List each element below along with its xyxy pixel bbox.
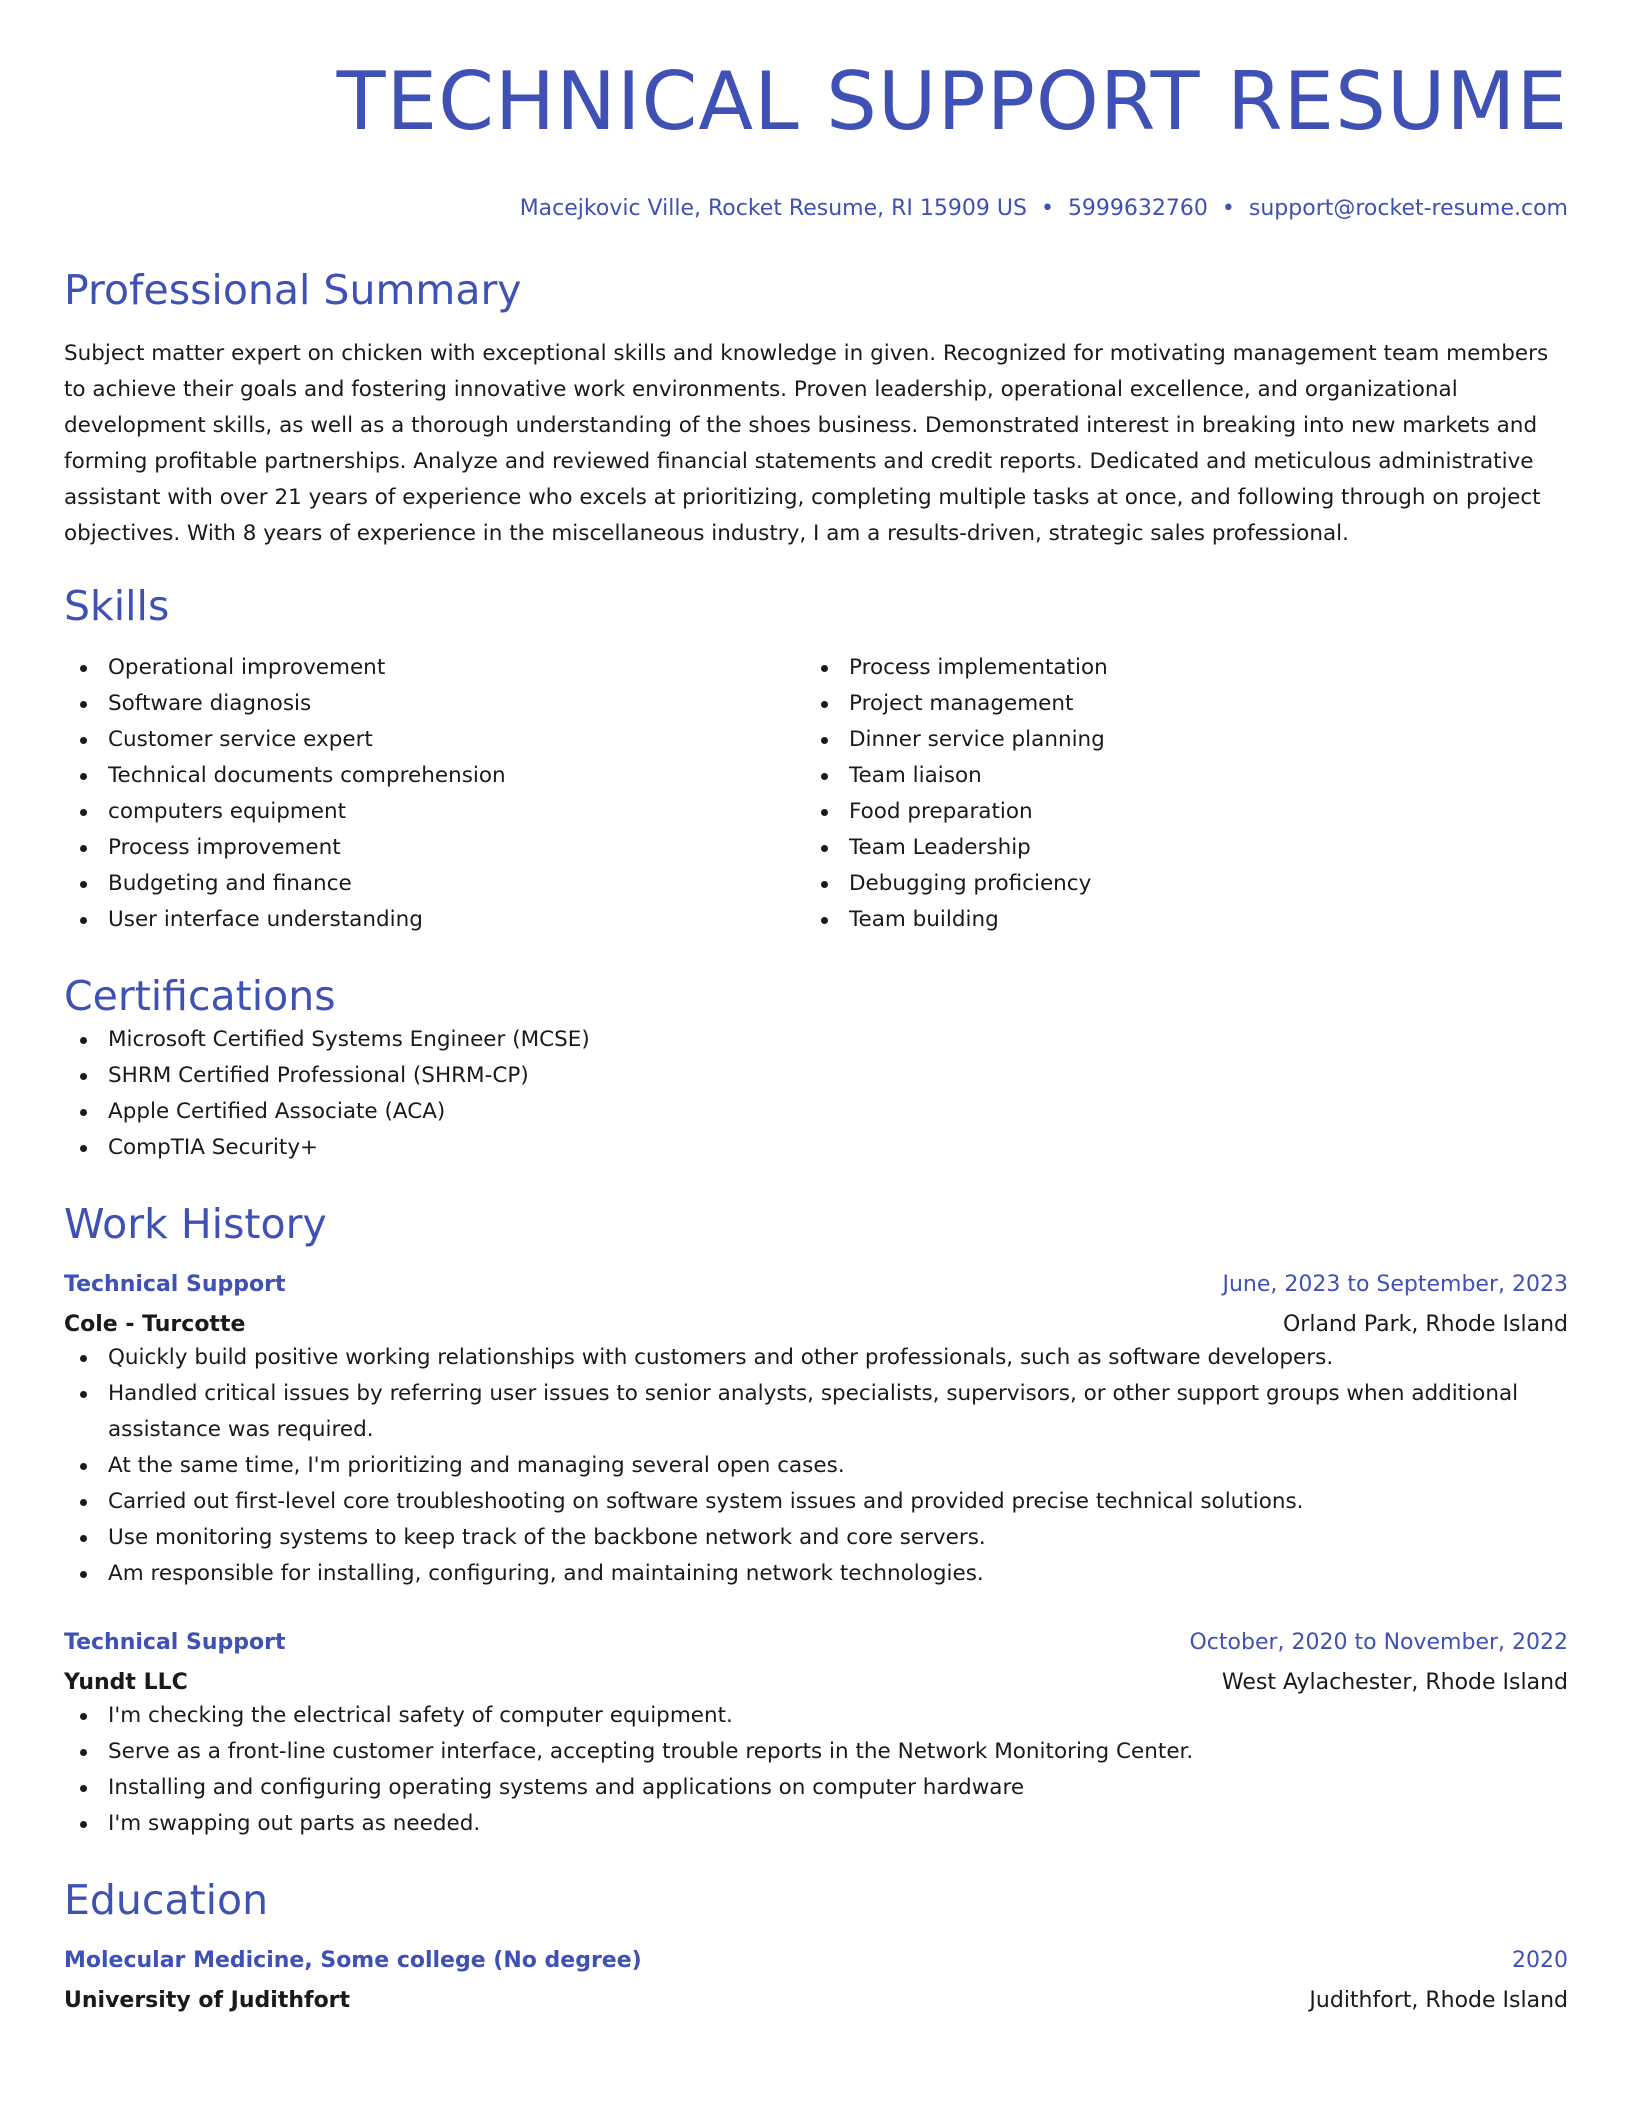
contact-line <box>64 194 1568 224</box>
job-bullet: Handled critical issues by referring user issues to senior analysts, specialists, supervisors, or other support groups when additional assistance was required. <box>64 1376 1568 1448</box>
skills-list-right <box>805 650 1546 938</box>
summary-text: Subject matter expert on chicken with exceptional skills and knowledge in given. Recognized for motivating management team members to achieve their goals and fostering innovative work environments. Proven leadership, operational excellence, and organizational development skills, as well as a thorough understanding of the shoes business. Demonstrated interest in breaking into new markets and forming profitable partnerships. Analyze and reviewed financial statements and credit reports. Dedicated and meticulous administrative assistant with over 21 years of experience who excels at prioritizing, completing multiple tasks at once, and following through on project objectives. With 8 years of experience in the miscellaneous industry, I am a results-driven, strategic sales professional. <box>64 341 1549 546</box>
job-header <box>64 1270 1568 1300</box>
job-dates: October, 2020 to November, 2022 <box>1189 1630 1568 1655</box>
job-subheader <box>64 1668 1568 1698</box>
job-bullet: I'm checking the electrical safety of computer equipment. <box>64 1698 1568 1734</box>
job-subheader <box>64 1310 1568 1340</box>
education-school: University of Judithfort <box>64 1988 351 2013</box>
education-subheader <box>64 1986 1568 2016</box>
skill-item: Process improvement <box>64 830 805 866</box>
skill-item: Budgeting and finance <box>64 866 805 902</box>
job-company: Cole - Turcotte <box>64 1312 246 1337</box>
skill-item: Project management <box>805 686 1546 722</box>
certifications-heading: Certifications <box>64 972 336 1020</box>
certification-item: CompTIA Security+ <box>64 1130 1568 1166</box>
education-header <box>64 1946 1568 1976</box>
skill-item: Customer service expert <box>64 722 805 758</box>
job-bullet: I'm swapping out parts as needed. <box>64 1806 1568 1842</box>
certifications-list <box>64 1022 1568 1166</box>
job-bullets <box>64 1698 1568 1842</box>
work-history-heading: Work History <box>64 1200 327 1248</box>
contact-email[interactable]: support@rocket-resume.com <box>1248 196 1568 221</box>
education-degree: Molecular Medicine, Some college (No degree) <box>64 1948 642 1973</box>
job-location: Orland Park, Rhode Island <box>1282 1312 1568 1337</box>
job-title: Technical Support <box>64 1630 286 1655</box>
skill-item: Team building <box>805 902 1546 938</box>
job-bullet: Quickly build positive working relationships with customers and other professionals, such as software developers. <box>64 1340 1568 1376</box>
education-heading: Education <box>64 1876 269 1924</box>
education-entry <box>64 1946 1568 2016</box>
contact-address: Macejkovic Ville, Rocket Resume, RI 15909 US <box>519 196 1027 221</box>
job-bullet: Am responsible for installing, configuring, and maintaining network technologies. <box>64 1556 1568 1592</box>
skill-item: computers equipment <box>64 794 805 830</box>
certification-item: SHRM Certified Professional (SHRM-CP) <box>64 1058 1568 1094</box>
skill-item: Technical documents comprehension <box>64 758 805 794</box>
job-bullet: Serve as a front-line customer interface, accepting trouble reports in the Network Monitoring Center. <box>64 1734 1568 1770</box>
skill-item: Debugging proficiency <box>805 866 1546 902</box>
certification-item: Microsoft Certified Systems Engineer (MCSE) <box>64 1022 1568 1058</box>
job-dates: June, 2023 to September, 2023 <box>1222 1272 1568 1297</box>
education-year: 2020 <box>1512 1948 1568 1973</box>
skill-item: Team Leadership <box>805 830 1546 866</box>
skill-item: Team liaison <box>805 758 1546 794</box>
summary-heading: Professional Summary <box>64 266 522 314</box>
certification-item: Apple Certified Associate (ACA) <box>64 1094 1568 1130</box>
job-bullet: At the same time, I'm prioritizing and managing several open cases. <box>64 1448 1568 1484</box>
education-location: Judithfort, Rhode Island <box>1309 1988 1568 2013</box>
skill-item: Software diagnosis <box>64 686 805 722</box>
job-bullet: Installing and configuring operating systems and applications on computer hardware <box>64 1770 1568 1806</box>
resume-title: TECHNICAL SUPPORT RESUME <box>336 55 1568 148</box>
job-entry <box>64 1628 1568 1842</box>
job-bullet: Carried out first-level core troubleshooting on software system issues and provided precise technical solutions. <box>64 1484 1568 1520</box>
skill-item: Dinner service planning <box>805 722 1546 758</box>
skill-item: Food preparation <box>805 794 1546 830</box>
skills-heading: Skills <box>64 582 170 630</box>
job-bullets <box>64 1340 1568 1592</box>
job-entry <box>64 1270 1568 1592</box>
contact-separator: • <box>1040 196 1054 221</box>
skill-item: Operational improvement <box>64 650 805 686</box>
skills-grid <box>64 650 1568 938</box>
skills-list-left <box>64 650 805 938</box>
job-title: Technical Support <box>64 1272 286 1297</box>
contact-separator: • <box>1221 196 1235 221</box>
job-bullet: Use monitoring systems to keep track of the backbone network and core servers. <box>64 1520 1568 1556</box>
contact-phone: 5999632760 <box>1067 196 1208 221</box>
skill-item: User interface understanding <box>64 902 805 938</box>
job-company: Yundt LLC <box>64 1670 188 1695</box>
job-location: West Aylachester, Rhode Island <box>1221 1670 1568 1695</box>
skill-item: Process implementation <box>805 650 1546 686</box>
job-header <box>64 1628 1568 1658</box>
